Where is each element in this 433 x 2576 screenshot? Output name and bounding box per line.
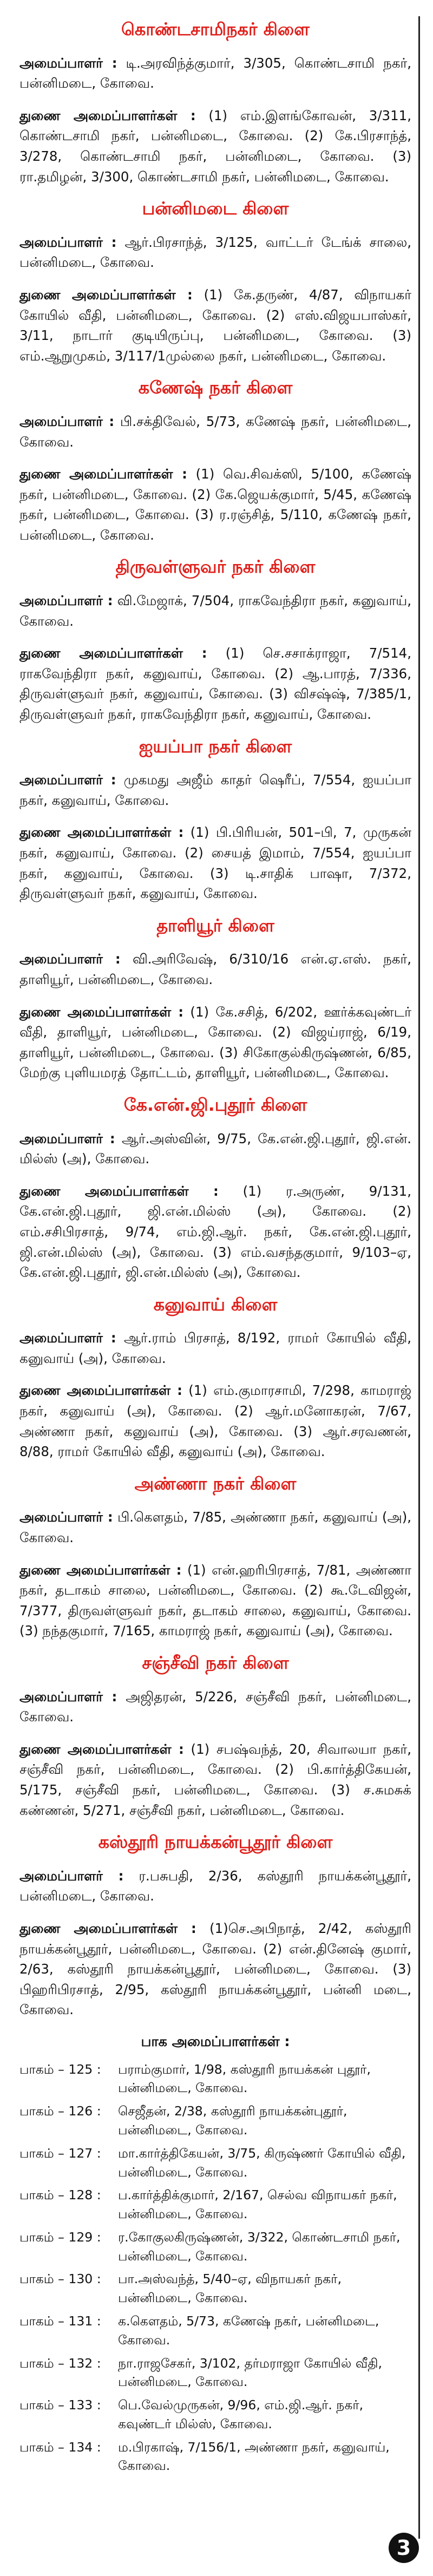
branch-block (19, 557, 411, 724)
ward-secretary: ர.கோகுலகிருஷ்ணன், 3/322, கொண்டசாமி நகர், பன்னிமடை, கோவை. (118, 2229, 401, 2264)
branch-block (19, 1653, 411, 1820)
branch-block (19, 378, 411, 545)
ward-row (19, 2186, 411, 2224)
deputies-text: (1) என்.ஹரிபிரசாத், 7/81, அண்ணா நகர், தடாகம் சாலை, பன்னிமடை, கோவை. (2) கூ.டேவிஜன், 7/377, திருவள்ளுவர் நகர், தடாகம் சாலை, கனுவாய், கோவை. (3) நந்தகுமார், 7/165, காமராஜ் நகர், கனுவாய் (அ), கோவை. (19, 1562, 411, 1639)
secretary-entry (19, 1507, 411, 1548)
ward-secretary: நா.ராஜசேகர், 3/102, தர்மராஜா கோயில் வீதி, பன்னிமடை, கோவை. (118, 2355, 383, 2390)
ward-number: பாகம் – 129 : (19, 2229, 101, 2245)
secretary-entry (19, 591, 411, 631)
ward-row (19, 2396, 411, 2434)
ward-list (19, 2060, 411, 2476)
deputies-entry (19, 1739, 411, 1820)
ward-section (19, 2032, 411, 2475)
secretary-text: பி.சக்திவேல், 5/73, கணேஷ் நகர், பன்னிமடை, கோவை. (19, 413, 411, 450)
branch-block (19, 737, 411, 904)
deputies-entry (19, 822, 411, 903)
secretary-label: அமைப்பாளர் : (19, 1130, 115, 1146)
branch-title: கொண்டசாமிநகர் கிளை (121, 19, 310, 40)
deputies-entry (19, 1002, 411, 1083)
secretary-entry (19, 411, 411, 452)
secretary-label: அமைப்பாளர் : (19, 55, 117, 71)
secretary-text: பி.கௌதம், 7/85, அண்ணா நகர், கனுவாய் (அ), கோவை. (19, 1509, 411, 1546)
secretary-text: வி.மேஜாக், 7/504, ராகவேந்திரா நகர், கனுவாய், கோவை. (19, 593, 411, 629)
deputies-label: துணை அமைப்பாளர்கள் : (19, 1562, 182, 1578)
deputies-label: துணை அமைப்பாளர்கள் : (19, 107, 196, 123)
secretary-label: அமைப்பாளர் : (19, 234, 117, 250)
secretary-entry (19, 232, 411, 273)
deputies-entry (19, 106, 411, 187)
deputies-label: துணை அமைப்பாளர்கள் : (19, 1382, 182, 1399)
deputies-entry (19, 1380, 411, 1461)
ward-row (19, 2312, 411, 2350)
branch-block (19, 1832, 411, 2020)
secretary-label: அமைப்பாளர் : (19, 1688, 117, 1705)
page-number-badge: 3 (389, 2533, 419, 2563)
ward-row (19, 2438, 411, 2476)
branch-block (19, 1474, 411, 1641)
deputies-text: (1) எம்.குமாரசாமி, 7/298, காமராஜ் நகர், கனுவாய் (அ), கோவை. (2) ஆர்.மனோகரன், 7/67, அண்ணா நகர், கனுவாய் (அ), கோவை. (3) ஆர்.சரவணன், 8/88, ராமர் கோயில் வீதி, கனுவாய் (அ), கோவை. (19, 1382, 411, 1460)
ward-row (19, 2354, 411, 2392)
ward-number: பாகம் – 126 : (19, 2103, 101, 2119)
ward-number: பாகம் – 125 : (19, 2061, 101, 2077)
ward-secretary: பா.அஸ்வந்த், 5/40–ஏ, விநாயகர் நகர், பன்னிமடை, கோவை. (118, 2271, 342, 2306)
ward-number: பாகம் – 132 : (19, 2355, 101, 2371)
deputies-label: துணை அமைப்பாளர்கள் : (19, 824, 184, 841)
ward-number: பாகம் – 134 : (19, 2439, 101, 2455)
ward-secretary: க.கௌதம், 5/73, கணேஷ் நகர், பன்னிமடை, கோவை. (118, 2313, 379, 2348)
ward-secretary: மா.கார்த்திகேயன், 3/75, கிருஷ்ணர் கோயில் வீதி, பன்னிமடை, கோவை. (118, 2145, 406, 2180)
deputies-text: (1)செ.அபிநாத், 2/42, கஸ்தூரி நாயக்கன்பூதூர், பன்னிமடை, கோவை. (2) என்.தினேஷ் குமார், 2/63, கஸ்தூரி நாயக்கன்பூதூர், பன்னிமடை, கோவை. (3) பிஹரிபிரசாத், 2/95, கஸ்தூரி நாயக்கன்பூதூர், பன்னி மடை, கோவை. (19, 1920, 411, 2018)
deputies-entry (19, 1918, 411, 2020)
branch-title: ஐயப்பா நகர் கிளை (139, 736, 292, 757)
ward-secretary: பெ.வேல்முருகன், 9/96, எம்.ஜி.ஆர். நகர், கவுண்டர் மில்ஸ், கோவை. (118, 2397, 364, 2431)
secretary-label: அமைப்பாளர் : (19, 951, 121, 967)
deputies-text: (1) ர.அருண், 9/131, கே.என்.ஜி.புதூர், ஜி.என்.மில்ஸ் (அ), கோவை. (2) எம்.சசிபிரசாத், 9/74, எம்.ஜி.ஆர். நகர், கே.என்.ஜி.புதூர், ஜி.என்.மில்ஸ் (அ), கோவை. (3) எம்.வசந்தகுமார், 9/103–ஏ, கே.என்.ஜி.புதூர், ஜி.என்.மில்ஸ் (அ), கோவை. (19, 1183, 411, 1281)
secretary-label: அமைப்பாளர் : (19, 1509, 113, 1525)
branch-block (19, 199, 411, 366)
deputies-text: (1) வெ.சிவக்ஸி, 5/100, கணேஷ் நகர், பன்னிமடை, கோவை. (2) கே.ஜெயக்குமார், 5/45, கணேஷ் நகர், பன்னிமடை, கோவை. (3) ர.ரஞ்சித், 5/110, கணேஷ் நகர், பன்னிமடை, கோவை. (19, 466, 411, 543)
secretary-text: முகமது அஜீம் காதர் ஷெரீப், 7/554, ஐயப்பா நகர், கனுவாய், கோவை. (19, 772, 411, 808)
secretary-text: ஆர்.ராம் பிரசாத், 8/192, ராமர் கோயில் வீதி, கனுவாய் (அ), கோவை. (19, 1330, 412, 1366)
branch-title: சஞ்சீவி நகர் கிளை (142, 1653, 289, 1673)
deputies-text: (1) கே.சசித், 6/202, ஊர்க்கவுண்டர் வீதி, தாளியூர், பன்னிமடை, கோவை. (2) விஜய்ராஜ், 6/19, தாளியூர், பன்னிமடை, கோவை. (3) சிகோகுல்கிருஷ்ணன், 6/85, மேற்கு புளியமரத் தோட்டம், தாளியூர், பன்னிமடை, கோவை. (19, 1004, 411, 1081)
secretary-label: அமைப்பாளர் : (19, 1867, 124, 1884)
ward-row (19, 2270, 411, 2308)
branch-block (19, 19, 411, 187)
ward-row (19, 2144, 411, 2182)
deputies-entry (19, 1181, 411, 1283)
secretary-text: வி.அரிவேஷ், 6/310/16 என்.ஏ.எஸ். நகர், தாளியூர், பன்னிமடை, கோவை. (19, 951, 411, 987)
ward-number: பாகம் – 133 : (19, 2397, 101, 2413)
branch-title: அண்ணா நகர் கிளை (134, 1473, 297, 1494)
ward-row (19, 2102, 411, 2140)
secretary-text: ஆர்.அஸ்வின், 9/75, கே.என்.ஜி.புதூர், ஜி.என். மில்ஸ் (அ), கோவை. (19, 1130, 412, 1167)
branch-list (19, 19, 411, 2020)
column-rule (418, 16, 420, 2539)
deputies-label: துணை அமைப்பாளர்கள் : (19, 645, 207, 661)
deputies-text: (1) கே.தருண், 4/87, விநாயகர் கோயில் வீதி, பன்னிமடை, கோவை. (2) எஸ்.விஜயபாஸ்கர், 3/11, நாடார் குடியிருப்பு, பன்னிமடை, கோவை. (3) எம்.ஆறுமுகம், 3/117/1முல்லை நகர், பன்னிமடை, கோவை. (19, 286, 411, 364)
secretary-entry (19, 770, 411, 810)
ward-secretary: பராம்குமார், 1/98, கஸ்தூரி நாயக்கன் புதூர், பன்னிமடை, கோவை. (118, 2061, 371, 2096)
secretary-entry (19, 1328, 411, 1368)
branch-block (19, 1095, 411, 1283)
secretary-text: அஜிதரன், 5/226, சஞ்சீவி நகர், பன்னிமடை, கோவை. (19, 1688, 411, 1725)
ward-secretaries-heading: பாக அமைப்பாளர்கள் : (141, 2033, 290, 2049)
ward-row (19, 2060, 411, 2098)
secretary-entry (19, 53, 411, 94)
secretary-label: அமைப்பாளர் : (19, 593, 113, 609)
ward-number: பாகம் – 131 : (19, 2313, 101, 2329)
deputies-entry (19, 643, 411, 724)
branch-title: கனுவாய் கிளை (153, 1294, 278, 1315)
deputies-text: (1) பி.பிரியன், 501–பி, 7, முருகன் நகர், கனுவாய், கோவை. (2) சையத் இமாம், 7/554, ஐயப்பா நகர், கனுவாய், கோவை. (3) டி.சாதிக் பாஷா, 7/372, திருவள்ளுவர் நகர், கனுவாய், கோவை. (19, 824, 411, 902)
secretary-entry (19, 1687, 411, 1727)
deputies-entry (19, 285, 411, 366)
secretary-text: டி.அரவிந்த்குமார், 3/305, கொண்டசாமி நகர், பன்னிமடை, கோவை. (19, 55, 411, 91)
branch-title: திருவள்ளுவர் நகர் கிளை (115, 556, 316, 578)
ward-number: பாகம் – 128 : (19, 2187, 101, 2203)
secretary-entry (19, 1866, 411, 1906)
branch-title: கஸ்தூரி நாயக்கன்பூதூர் கிளை (98, 1832, 333, 1853)
secretary-label: அமைப்பாளர் : (19, 1330, 116, 1346)
secretary-text: ஆர்.பிரசாந்த், 3/125, வாட்டர் டேங்க் சாலை, பன்னிமடை, கோவை. (19, 234, 411, 271)
text-column (13, 16, 420, 2539)
ward-number: பாகம் – 130 : (19, 2271, 101, 2287)
ward-secretary: ம.பிரகாஷ், 7/156/1, அண்ணா நகர், கனுவாய், கோவை. (118, 2439, 390, 2474)
secretary-entry (19, 949, 411, 989)
branch-title: கே.என்.ஜி.புதூர் கிளை (123, 1094, 307, 1115)
deputies-label: துணை அமைப்பாளர்கள் : (19, 1183, 219, 1199)
deputies-label: துணை அமைப்பாளர்கள் : (19, 466, 187, 482)
secretary-text: ர.பசுபதி, 2/36, கஸ்தூரி நாயக்கன்பூதூர், பன்னிமடை, கோவை. (19, 1867, 411, 1904)
ward-secretary: செஜீதன், 2/38, கஸ்தூரி நாயக்கன்புதூர், பன்னிமடை, கோவை. (118, 2103, 347, 2138)
deputies-text: (1) சபஷ்வந்த், 20, சிவாலயா நகர், சஞ்சீவி நகர், பன்னிமடை, கோவை. (2) பி.கார்த்திகேயன், 5/175, சஞ்சீவி நகர், பன்னிமடை, கோவை. (3) ச.சுமசுக் கண்ணன், 5/271, சஞ்சீவி நகர், பன்னிமடை, கோவை. (19, 1741, 411, 1818)
deputies-label: துணை அமைப்பாளர்கள் : (19, 1741, 184, 1757)
deputies-label: துணை அமைப்பாளர்கள் : (19, 1004, 184, 1020)
secretary-entry (19, 1129, 411, 1169)
branch-title: பன்னிமடை கிளை (142, 198, 289, 219)
secretary-label: அமைப்பாளர் : (19, 413, 115, 429)
deputies-entry (19, 464, 411, 545)
secretary-label: அமைப்பாளர் : (19, 772, 116, 788)
deputies-text: (1) எம்.இளங்கோவன், 3/311, கொண்டசாமி நகர், பன்னிமடை, கோவை. (2) கே.பிரசாந்த், 3/278, கொண்டசாமி நகர், பன்னிமடை, கோவை. (3) ரா.தமிழன், 3/300, கொண்டசாமி நகர், பன்னிமடை, கோவை. (19, 107, 411, 185)
deputies-entry (19, 1560, 411, 1641)
branch-block (19, 1295, 411, 1462)
ward-number: பாகம் – 127 : (19, 2145, 101, 2161)
branch-block (19, 916, 411, 1083)
ward-row (19, 2228, 411, 2266)
ward-secretary: ப.கார்த்திக்குமார், 2/167, செல்வ விநாயகர் நகர், பன்னிமடை, கோவை. (118, 2187, 397, 2222)
deputies-label: துணை அமைப்பாளர்கள் : (19, 1920, 196, 1936)
branch-title: கணேஷ் நகர் கிளை (138, 377, 293, 398)
deputies-label: துணை அமைப்பாளர்கள் : (19, 286, 193, 303)
branch-title: தாளியூர் கிளை (156, 915, 274, 936)
deputies-text: (1) செ.சசாக்ராஜா, 7/514, ராகவேந்திரா நகர், கனுவாய், கோவை. (2) ஆ.பாரத், 7/336, திருவள்ளுவர் நகர், கனுவாய், கோவை. (3) விசஷ்ஷ், 7/385/1, திருவள்ளுவர் நகர், ராகவேந்திரா நகர், கனுவாய், கோவை. (19, 645, 411, 723)
